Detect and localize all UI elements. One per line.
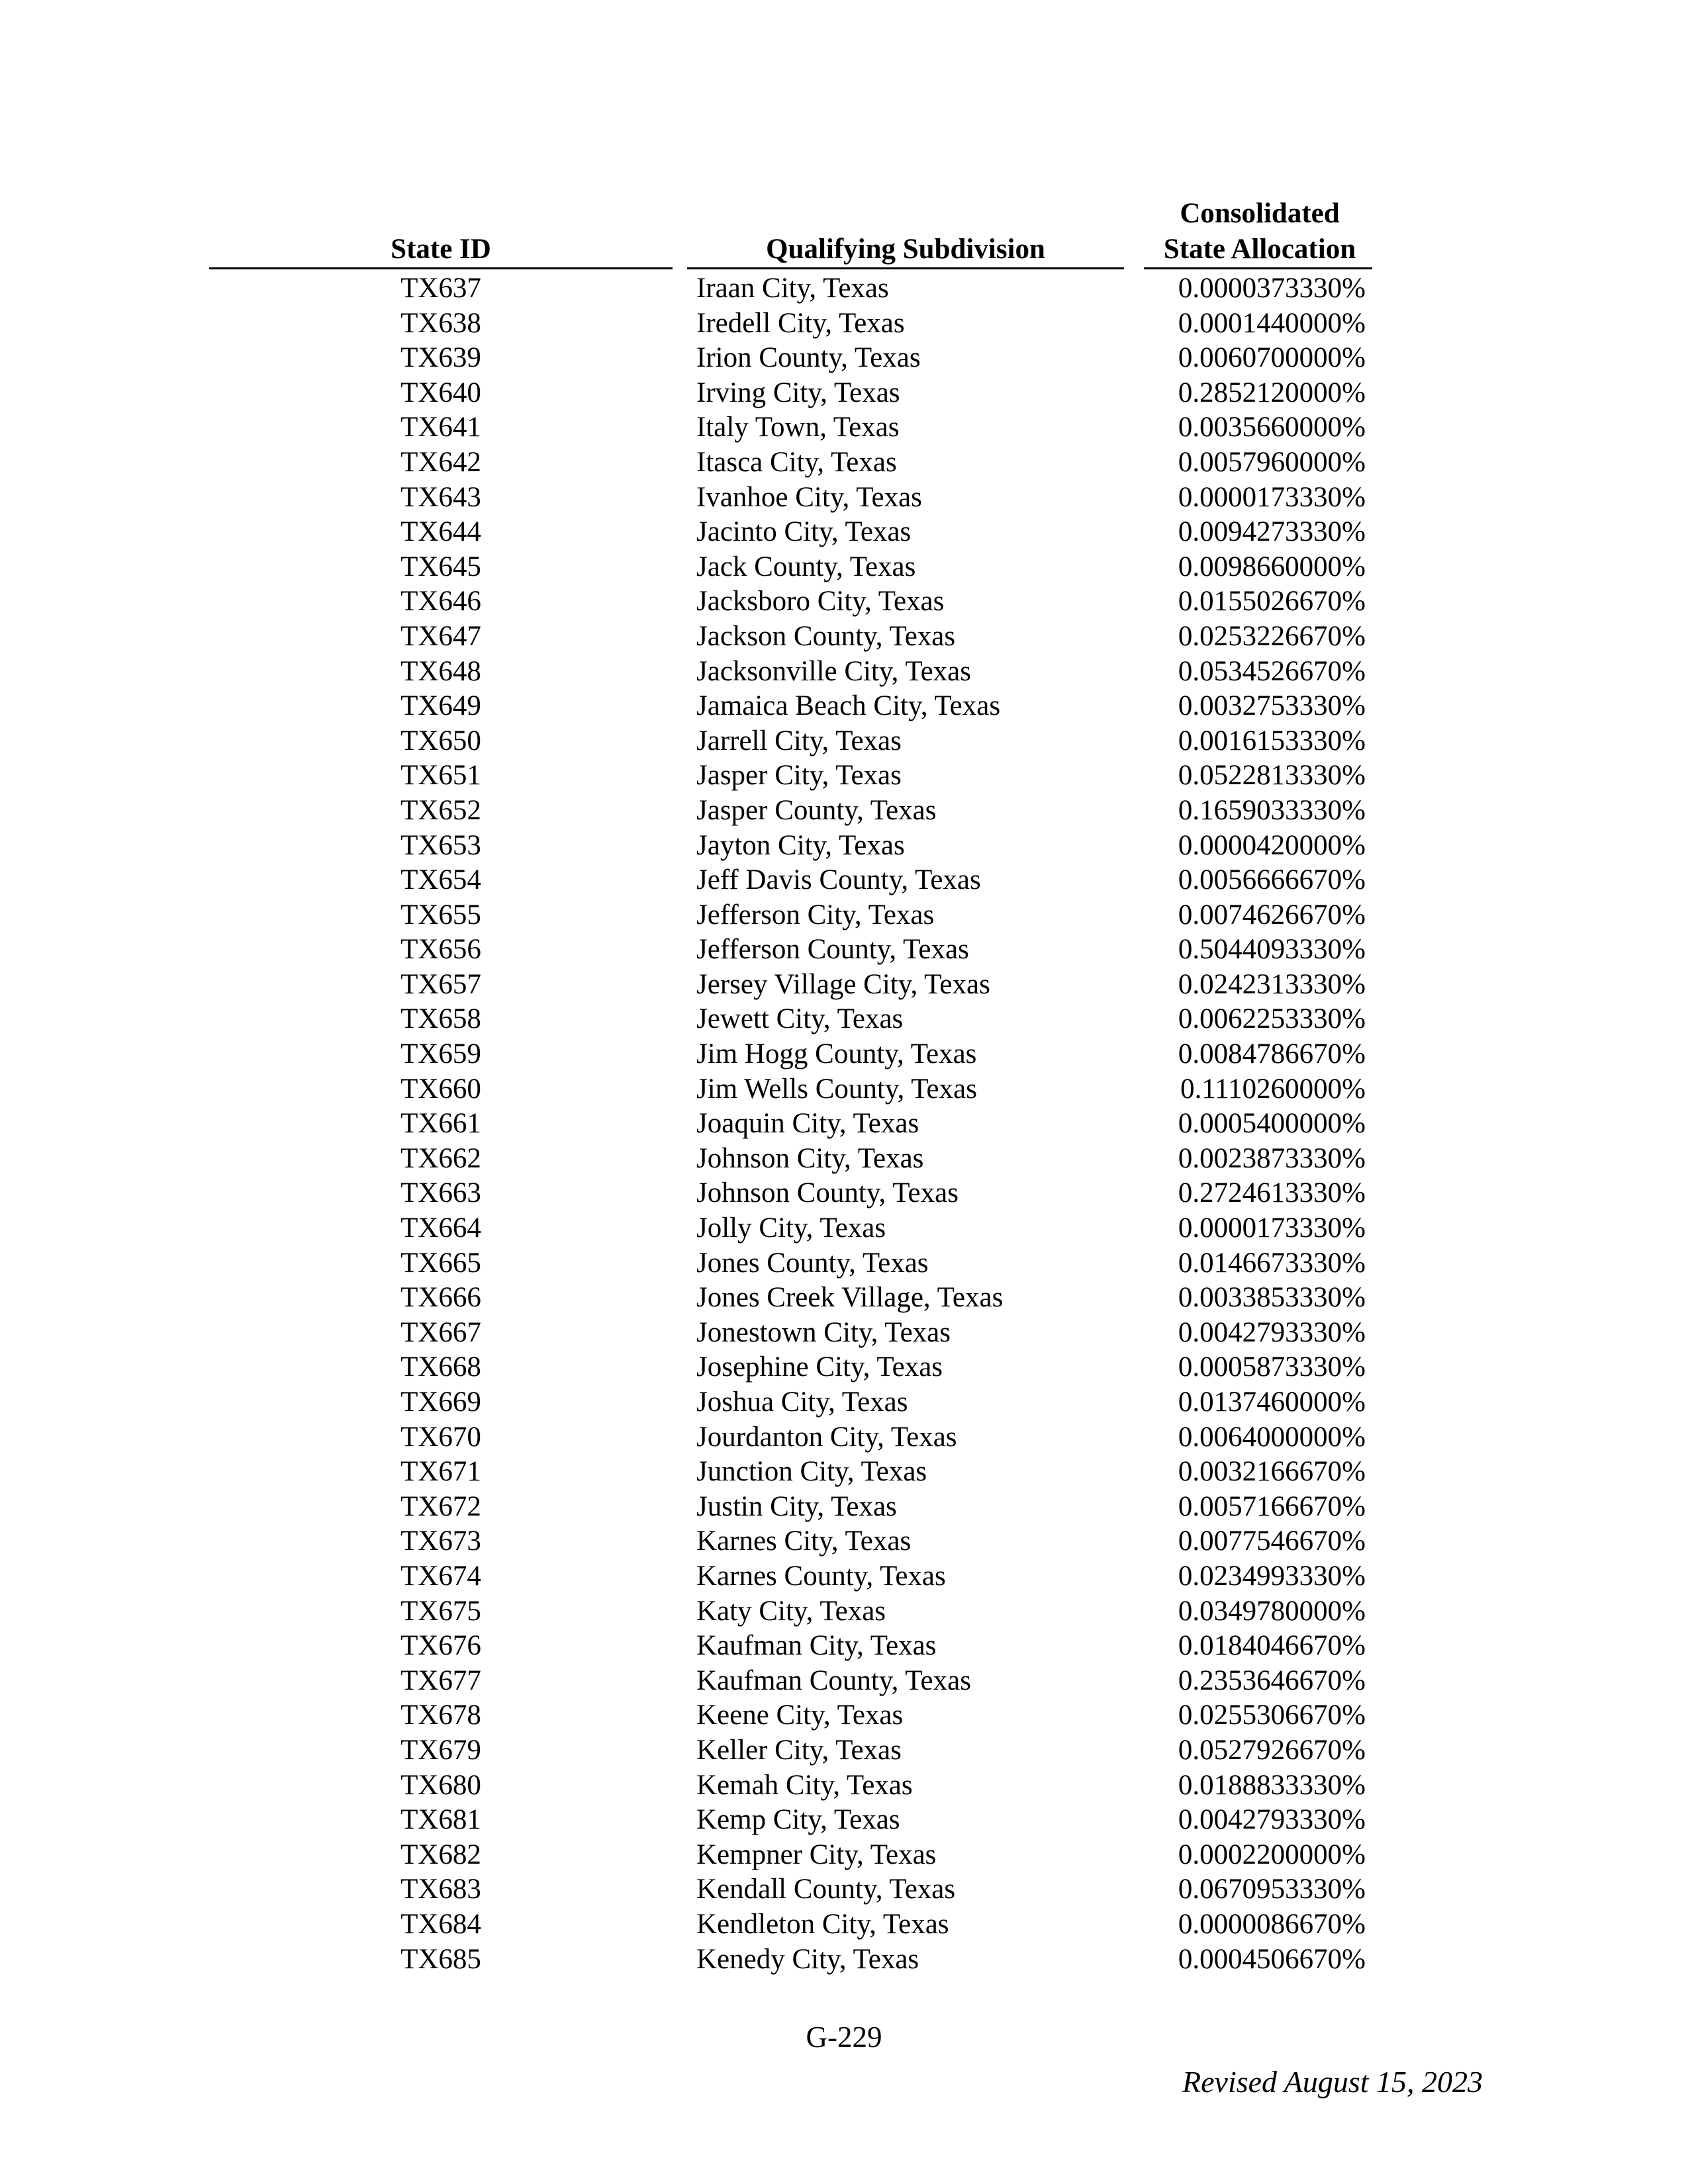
- state-id-cell: TX648: [400, 655, 481, 687]
- state-id-cell: TX660: [400, 1073, 481, 1105]
- subdivision-cell: Jim Wells County, Texas: [696, 1073, 977, 1105]
- allocation-cell: 0.0670953330%: [1178, 1874, 1366, 1905]
- table-row: [0, 1768, 1688, 1803]
- state-id-cell: TX685: [400, 1943, 481, 1975]
- allocation-cell: 0.0146673330%: [1178, 1247, 1366, 1279]
- table-row: [0, 1733, 1688, 1768]
- state-id-cell: TX683: [400, 1874, 481, 1905]
- table-row: [0, 829, 1688, 864]
- table-row: [0, 1629, 1688, 1664]
- table-row: [0, 1803, 1688, 1838]
- table-row: [0, 1246, 1688, 1281]
- allocation-cell: 0.0016153330%: [1178, 725, 1366, 756]
- table-row: [0, 550, 1688, 585]
- subdivision-cell: Jolly City, Texas: [696, 1212, 886, 1244]
- subdivision-cell: Jim Hogg County, Texas: [696, 1038, 977, 1070]
- subdivision-cell: Italy Town, Texas: [696, 412, 900, 443]
- table-row: [0, 724, 1688, 759]
- subdivision-cell: Kaufman County, Texas: [696, 1664, 971, 1696]
- subdivision-cell: Joaquin City, Texas: [696, 1108, 919, 1140]
- table-row: [0, 1872, 1688, 1907]
- state-id-cell: TX669: [400, 1387, 481, 1418]
- subdivision-cell: Jasper City, Texas: [696, 760, 902, 792]
- table-row: [0, 863, 1688, 898]
- allocation-cell: 0.0035660000%: [1178, 412, 1366, 443]
- subdivision-cell: Johnson County, Texas: [696, 1177, 959, 1209]
- subdivision-cell: Johnson City, Texas: [696, 1142, 924, 1174]
- allocation-cell: 0.0000373330%: [1178, 273, 1366, 304]
- allocation-cell: 0.2353646670%: [1178, 1664, 1366, 1696]
- state-id-cell: TX640: [400, 377, 481, 408]
- state-id-cell: TX684: [400, 1908, 481, 1940]
- allocation-cell: 0.0005400000%: [1178, 1108, 1366, 1140]
- allocation-cell: 0.0234993330%: [1178, 1560, 1366, 1592]
- subdivision-cell: Keene City, Texas: [696, 1700, 904, 1731]
- state-id-cell: TX672: [400, 1490, 481, 1522]
- subdivision-cell: Iredell City, Texas: [696, 307, 905, 339]
- state-id-cell: TX680: [400, 1769, 481, 1801]
- subdivision-cell: Jones Creek Village, Texas: [696, 1282, 1004, 1314]
- table-row: [0, 376, 1688, 411]
- allocation-cell: 0.0060700000%: [1178, 342, 1366, 374]
- subdivision-cell: Jersey Village City, Texas: [696, 968, 990, 1000]
- allocation-cell: 0.0057960000%: [1178, 446, 1366, 478]
- subdivision-cell: Karnes County, Texas: [696, 1560, 946, 1592]
- state-id-cell: TX647: [400, 620, 481, 652]
- subdivision-cell: Jourdanton City, Texas: [696, 1421, 957, 1453]
- state-id-cell: TX677: [400, 1664, 481, 1696]
- subdivision-cell: Jefferson City, Texas: [696, 899, 935, 931]
- allocation-table-body: [0, 271, 1688, 1977]
- table-row: [0, 410, 1688, 445]
- state-id-cell: TX667: [400, 1316, 481, 1348]
- subdivision-cell: Jarrell City, Texas: [696, 725, 902, 756]
- table-row: [0, 619, 1688, 655]
- state-id-cell: TX674: [400, 1560, 481, 1592]
- state-id-cell: TX649: [400, 690, 481, 722]
- state-id-cell: TX664: [400, 1212, 481, 1244]
- table-row: [0, 1211, 1688, 1246]
- allocation-header-rule: [1144, 267, 1372, 269]
- subdivision-cell: Kendall County, Texas: [696, 1874, 956, 1905]
- allocation-cell: 0.1110260000%: [1180, 1073, 1366, 1105]
- state-id-cell: TX653: [400, 829, 481, 861]
- table-row: [0, 445, 1688, 480]
- table-row: [0, 758, 1688, 794]
- state-id-header: State ID: [391, 234, 491, 265]
- subdivision-cell: Jayton City, Texas: [696, 829, 905, 861]
- state-id-cell: TX645: [400, 551, 481, 582]
- allocation-cell: 0.0094273330%: [1178, 516, 1366, 548]
- subdivision-cell: Iraan City, Texas: [696, 273, 889, 304]
- subdivision-cell: Kempner City, Texas: [696, 1839, 937, 1870]
- allocation-cell: 0.0032753330%: [1178, 690, 1366, 722]
- allocation-cell: 0.0242313330%: [1178, 968, 1366, 1000]
- state-id-cell: TX671: [400, 1456, 481, 1488]
- subdivision-cell: Keller City, Texas: [696, 1734, 902, 1766]
- state-id-header-rule: [209, 267, 673, 269]
- allocation-cell: 0.0074626670%: [1178, 899, 1366, 931]
- allocation-cell: 0.0155026670%: [1178, 586, 1366, 617]
- state-id-cell: TX665: [400, 1247, 481, 1279]
- subdivision-cell: Joshua City, Texas: [696, 1387, 908, 1418]
- subdivision-cell: Itasca City, Texas: [696, 446, 897, 478]
- table-row: [0, 1698, 1688, 1733]
- allocation-cell: 0.0000173330%: [1178, 481, 1366, 513]
- subdivision-cell: Josephine City, Texas: [696, 1351, 943, 1383]
- state-id-cell: TX659: [400, 1038, 481, 1070]
- state-id-cell: TX656: [400, 934, 481, 966]
- table-row: [0, 1072, 1688, 1107]
- table-row: [0, 898, 1688, 933]
- table-row: [0, 1002, 1688, 1037]
- allocation-cell: 0.0000086670%: [1178, 1908, 1366, 1940]
- revision-date: Revised August 15, 2023: [1182, 2065, 1483, 2099]
- allocation-cell: 0.5044093330%: [1178, 934, 1366, 966]
- table-row: [0, 1455, 1688, 1490]
- table-row: [0, 1420, 1688, 1455]
- table-row: [0, 1838, 1688, 1873]
- allocation-cell: 0.0002200000%: [1178, 1839, 1366, 1870]
- state-id-cell: TX661: [400, 1108, 481, 1140]
- state-id-cell: TX682: [400, 1839, 481, 1870]
- table-row: [0, 515, 1688, 550]
- allocation-cell: 0.0042793330%: [1178, 1804, 1366, 1836]
- table-row: [0, 341, 1688, 376]
- allocation-cell: 0.0188833330%: [1178, 1769, 1366, 1801]
- allocation-cell: 0.0255306670%: [1178, 1700, 1366, 1731]
- table-row: [0, 1490, 1688, 1525]
- table-row: [0, 480, 1688, 516]
- state-id-cell: TX675: [400, 1595, 481, 1627]
- table-row: [0, 271, 1688, 306]
- allocation-cell: 0.0023873330%: [1178, 1142, 1366, 1174]
- state-id-cell: TX643: [400, 481, 481, 513]
- subdivision-cell: Jeff Davis County, Texas: [696, 864, 981, 896]
- allocation-cell: 0.0084786670%: [1178, 1038, 1366, 1070]
- table-row: [0, 1942, 1688, 1978]
- subdivision-cell: Junction City, Texas: [696, 1456, 927, 1488]
- table-row: [0, 1594, 1688, 1629]
- allocation-header-line1: Consolidated: [1180, 198, 1340, 229]
- allocation-cell: 0.0522813330%: [1178, 760, 1366, 792]
- subdivision-header-rule: [687, 267, 1124, 269]
- subdivision-cell: Kenedy City, Texas: [696, 1943, 919, 1975]
- allocation-cell: 0.0042793330%: [1178, 1316, 1366, 1348]
- table-row: [0, 689, 1688, 724]
- table-row: [0, 1107, 1688, 1142]
- subdivision-cell: Jackson County, Texas: [696, 620, 956, 652]
- subdivision-cell: Jonestown City, Texas: [696, 1316, 951, 1348]
- subdivision-cell: Irion County, Texas: [696, 342, 921, 374]
- allocation-cell: 0.0527926670%: [1178, 1734, 1366, 1766]
- table-row: [0, 1176, 1688, 1211]
- subdivision-cell: Jefferson County, Texas: [696, 934, 969, 966]
- allocation-cell: 0.0000173330%: [1178, 1212, 1366, 1244]
- state-id-cell: TX679: [400, 1734, 481, 1766]
- subdivision-cell: Karnes City, Texas: [696, 1525, 912, 1557]
- allocation-cell: 0.0253226670%: [1178, 620, 1366, 652]
- allocation-cell: 0.0534526670%: [1178, 655, 1366, 687]
- state-id-cell: TX658: [400, 1003, 481, 1035]
- allocation-cell: 0.0077546670%: [1178, 1525, 1366, 1557]
- state-id-cell: TX666: [400, 1282, 481, 1314]
- state-id-cell: TX652: [400, 794, 481, 826]
- allocation-cell: 0.0062253330%: [1178, 1003, 1366, 1035]
- subdivision-cell: Kemah City, Texas: [696, 1769, 913, 1801]
- allocation-header-line2: State Allocation: [1163, 234, 1356, 265]
- table-row: [0, 1664, 1688, 1699]
- subdivision-cell: Jack County, Texas: [696, 551, 916, 582]
- subdivision-cell: Irving City, Texas: [696, 377, 900, 408]
- subdivision-cell: Jacksboro City, Texas: [696, 586, 945, 617]
- state-id-cell: TX681: [400, 1804, 481, 1836]
- subdivision-cell: Ivanhoe City, Texas: [696, 481, 922, 513]
- subdivision-cell: Jewett City, Texas: [696, 1003, 904, 1035]
- subdivision-cell: Kemp City, Texas: [696, 1804, 900, 1836]
- state-id-cell: TX676: [400, 1630, 481, 1662]
- table-row: [0, 655, 1688, 690]
- allocation-cell: 0.0004506670%: [1178, 1943, 1366, 1975]
- allocation-cell: 0.2724613330%: [1178, 1177, 1366, 1209]
- allocation-cell: 0.0064000000%: [1178, 1421, 1366, 1453]
- subdivision-cell: Jasper County, Texas: [696, 794, 937, 826]
- table-row: [0, 1385, 1688, 1420]
- allocation-cell: 0.0032166670%: [1178, 1456, 1366, 1488]
- allocation-cell: 0.0001440000%: [1178, 307, 1366, 339]
- state-id-cell: TX678: [400, 1700, 481, 1731]
- allocation-cell: 0.0349780000%: [1178, 1595, 1366, 1627]
- state-id-cell: TX646: [400, 586, 481, 617]
- subdivision-cell: Jamaica Beach City, Texas: [696, 690, 1001, 722]
- table-row: [0, 968, 1688, 1003]
- page-number: G-229: [806, 2021, 882, 2054]
- state-id-cell: TX662: [400, 1142, 481, 1174]
- table-row: [0, 1524, 1688, 1559]
- state-id-cell: TX655: [400, 899, 481, 931]
- allocation-cell: 0.0098660000%: [1178, 551, 1366, 582]
- allocation-cell: 0.1659033330%: [1178, 794, 1366, 826]
- state-id-cell: TX641: [400, 412, 481, 443]
- table-row: [0, 306, 1688, 341]
- table-row: [0, 1559, 1688, 1594]
- state-id-cell: TX663: [400, 1177, 481, 1209]
- table-row: [0, 1350, 1688, 1385]
- subdivision-cell: Justin City, Texas: [696, 1490, 897, 1522]
- allocation-cell: 0.0033853330%: [1178, 1282, 1366, 1314]
- table-row: [0, 933, 1688, 968]
- subdivision-cell: Katy City, Texas: [696, 1595, 886, 1627]
- subdivision-cell: Jacksonville City, Texas: [696, 655, 971, 687]
- state-id-cell: TX673: [400, 1525, 481, 1557]
- allocation-cell: 0.0005873330%: [1178, 1351, 1366, 1383]
- allocation-cell: 0.0000420000%: [1178, 829, 1366, 861]
- state-id-cell: TX638: [400, 307, 481, 339]
- table-row: [0, 1907, 1688, 1942]
- allocation-cell: 0.0057166670%: [1178, 1490, 1366, 1522]
- state-id-cell: TX650: [400, 725, 481, 756]
- table-row: [0, 1142, 1688, 1177]
- state-id-cell: TX642: [400, 446, 481, 478]
- state-id-cell: TX651: [400, 760, 481, 792]
- state-id-cell: TX654: [400, 864, 481, 896]
- allocation-cell: 0.0056666670%: [1178, 864, 1366, 896]
- table-row: [0, 584, 1688, 619]
- subdivision-cell: Kaufman City, Texas: [696, 1630, 937, 1662]
- allocation-cell: 0.0184046670%: [1178, 1630, 1366, 1662]
- state-id-cell: TX670: [400, 1421, 481, 1453]
- state-id-cell: TX644: [400, 516, 481, 548]
- state-id-cell: TX639: [400, 342, 481, 374]
- table-row: [0, 1281, 1688, 1316]
- subdivision-cell: Jacinto City, Texas: [696, 516, 912, 548]
- table-row: [0, 1037, 1688, 1072]
- subdivision-header: Qualifying Subdivision: [766, 234, 1045, 265]
- allocation-cell: 0.0137460000%: [1178, 1387, 1366, 1418]
- subdivision-cell: Kendleton City, Texas: [696, 1908, 949, 1940]
- state-id-cell: TX668: [400, 1351, 481, 1383]
- subdivision-cell: Jones County, Texas: [696, 1247, 929, 1279]
- table-row: [0, 794, 1688, 829]
- state-id-cell: TX637: [400, 273, 481, 304]
- allocation-cell: 0.2852120000%: [1178, 377, 1366, 408]
- state-id-cell: TX657: [400, 968, 481, 1000]
- table-row: [0, 1316, 1688, 1351]
